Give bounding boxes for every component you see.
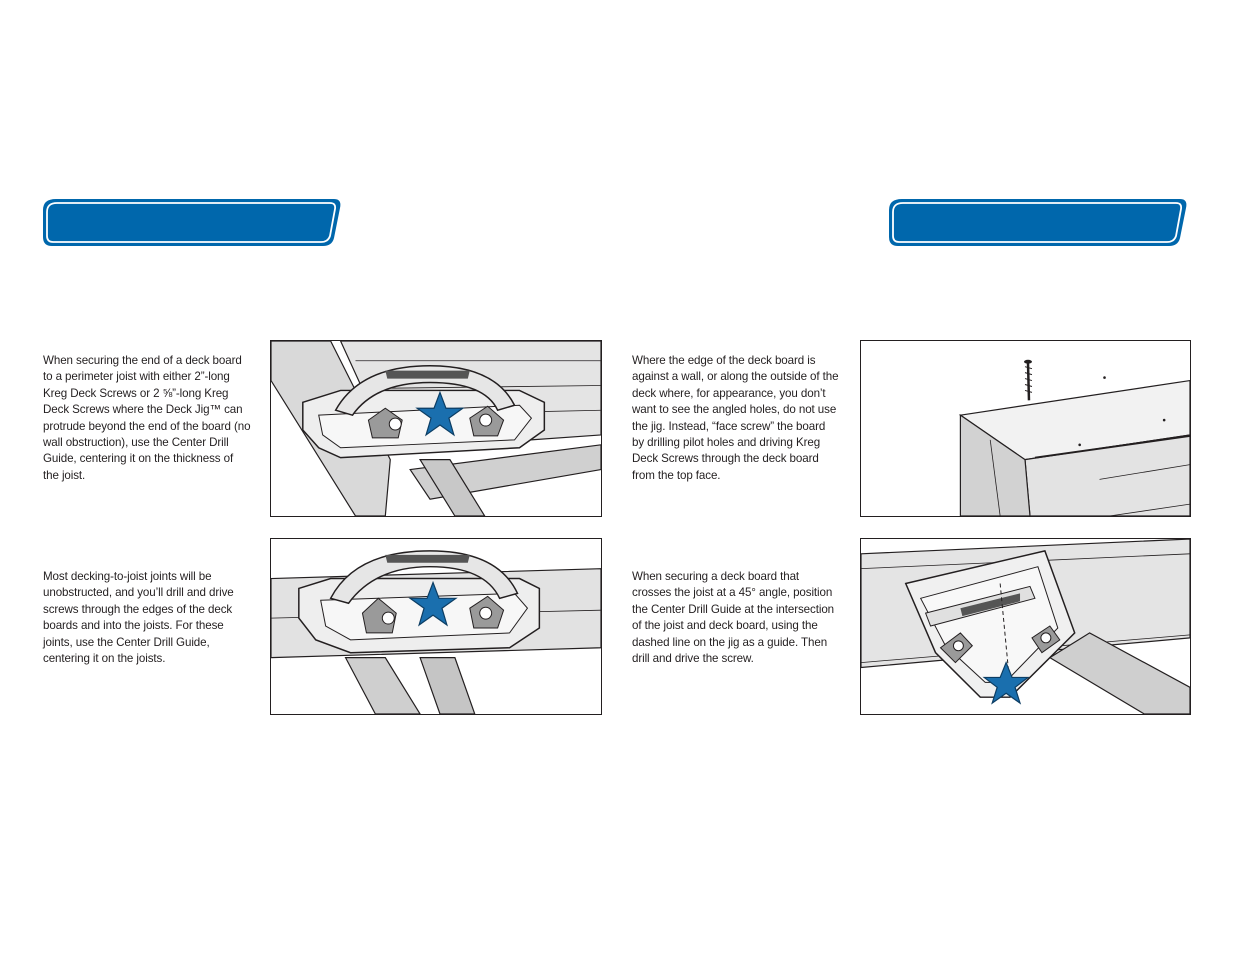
right-section-banner bbox=[888, 198, 1188, 247]
end-board-instructions: When securing the end of a deck board to a perimeter joist with either 2”-long Kreg Deck Screws or 2 ⅝”-long Kreg Deck Screws where the Deck Jig™ can protrude beyond the end of the board (no wall obstruction), use the Center Drill Guide, centering it on the thickness of the joist. bbox=[43, 354, 251, 482]
deck-jig-joist-illustration bbox=[270, 538, 602, 715]
face-screw-instructions: Where the edge of the deck board is against a wall, or along the outside of the deck where, for appearance, you don’t want to see the angled holes, do not use the jig. Instead, “face screw” the board by drilling pilot holes and driving Kreg Deck Screws through the deck board from the top face. bbox=[632, 354, 839, 482]
left-section-banner bbox=[42, 198, 342, 247]
joist-joint-instructions: Most decking-to-joist joints will be unobstructed, and you’ll drill and drive screws through the edges of the deck boards and into the joists. For these joints, use the Center Drill Guide, centering it on the joists. bbox=[43, 570, 234, 666]
face-screw-illustration bbox=[860, 340, 1191, 517]
deck-jig-45-degree-illustration bbox=[860, 538, 1191, 715]
angle-joint-instructions: When securing a deck board that crosses the joist at a 45° angle, position the Center Drill Guide at the intersection of the joist and deck board, using the dashed line on the jig as a guide. Then drill and drive the screw. bbox=[632, 570, 835, 666]
deck-jig-end-board-illustration bbox=[270, 340, 602, 517]
